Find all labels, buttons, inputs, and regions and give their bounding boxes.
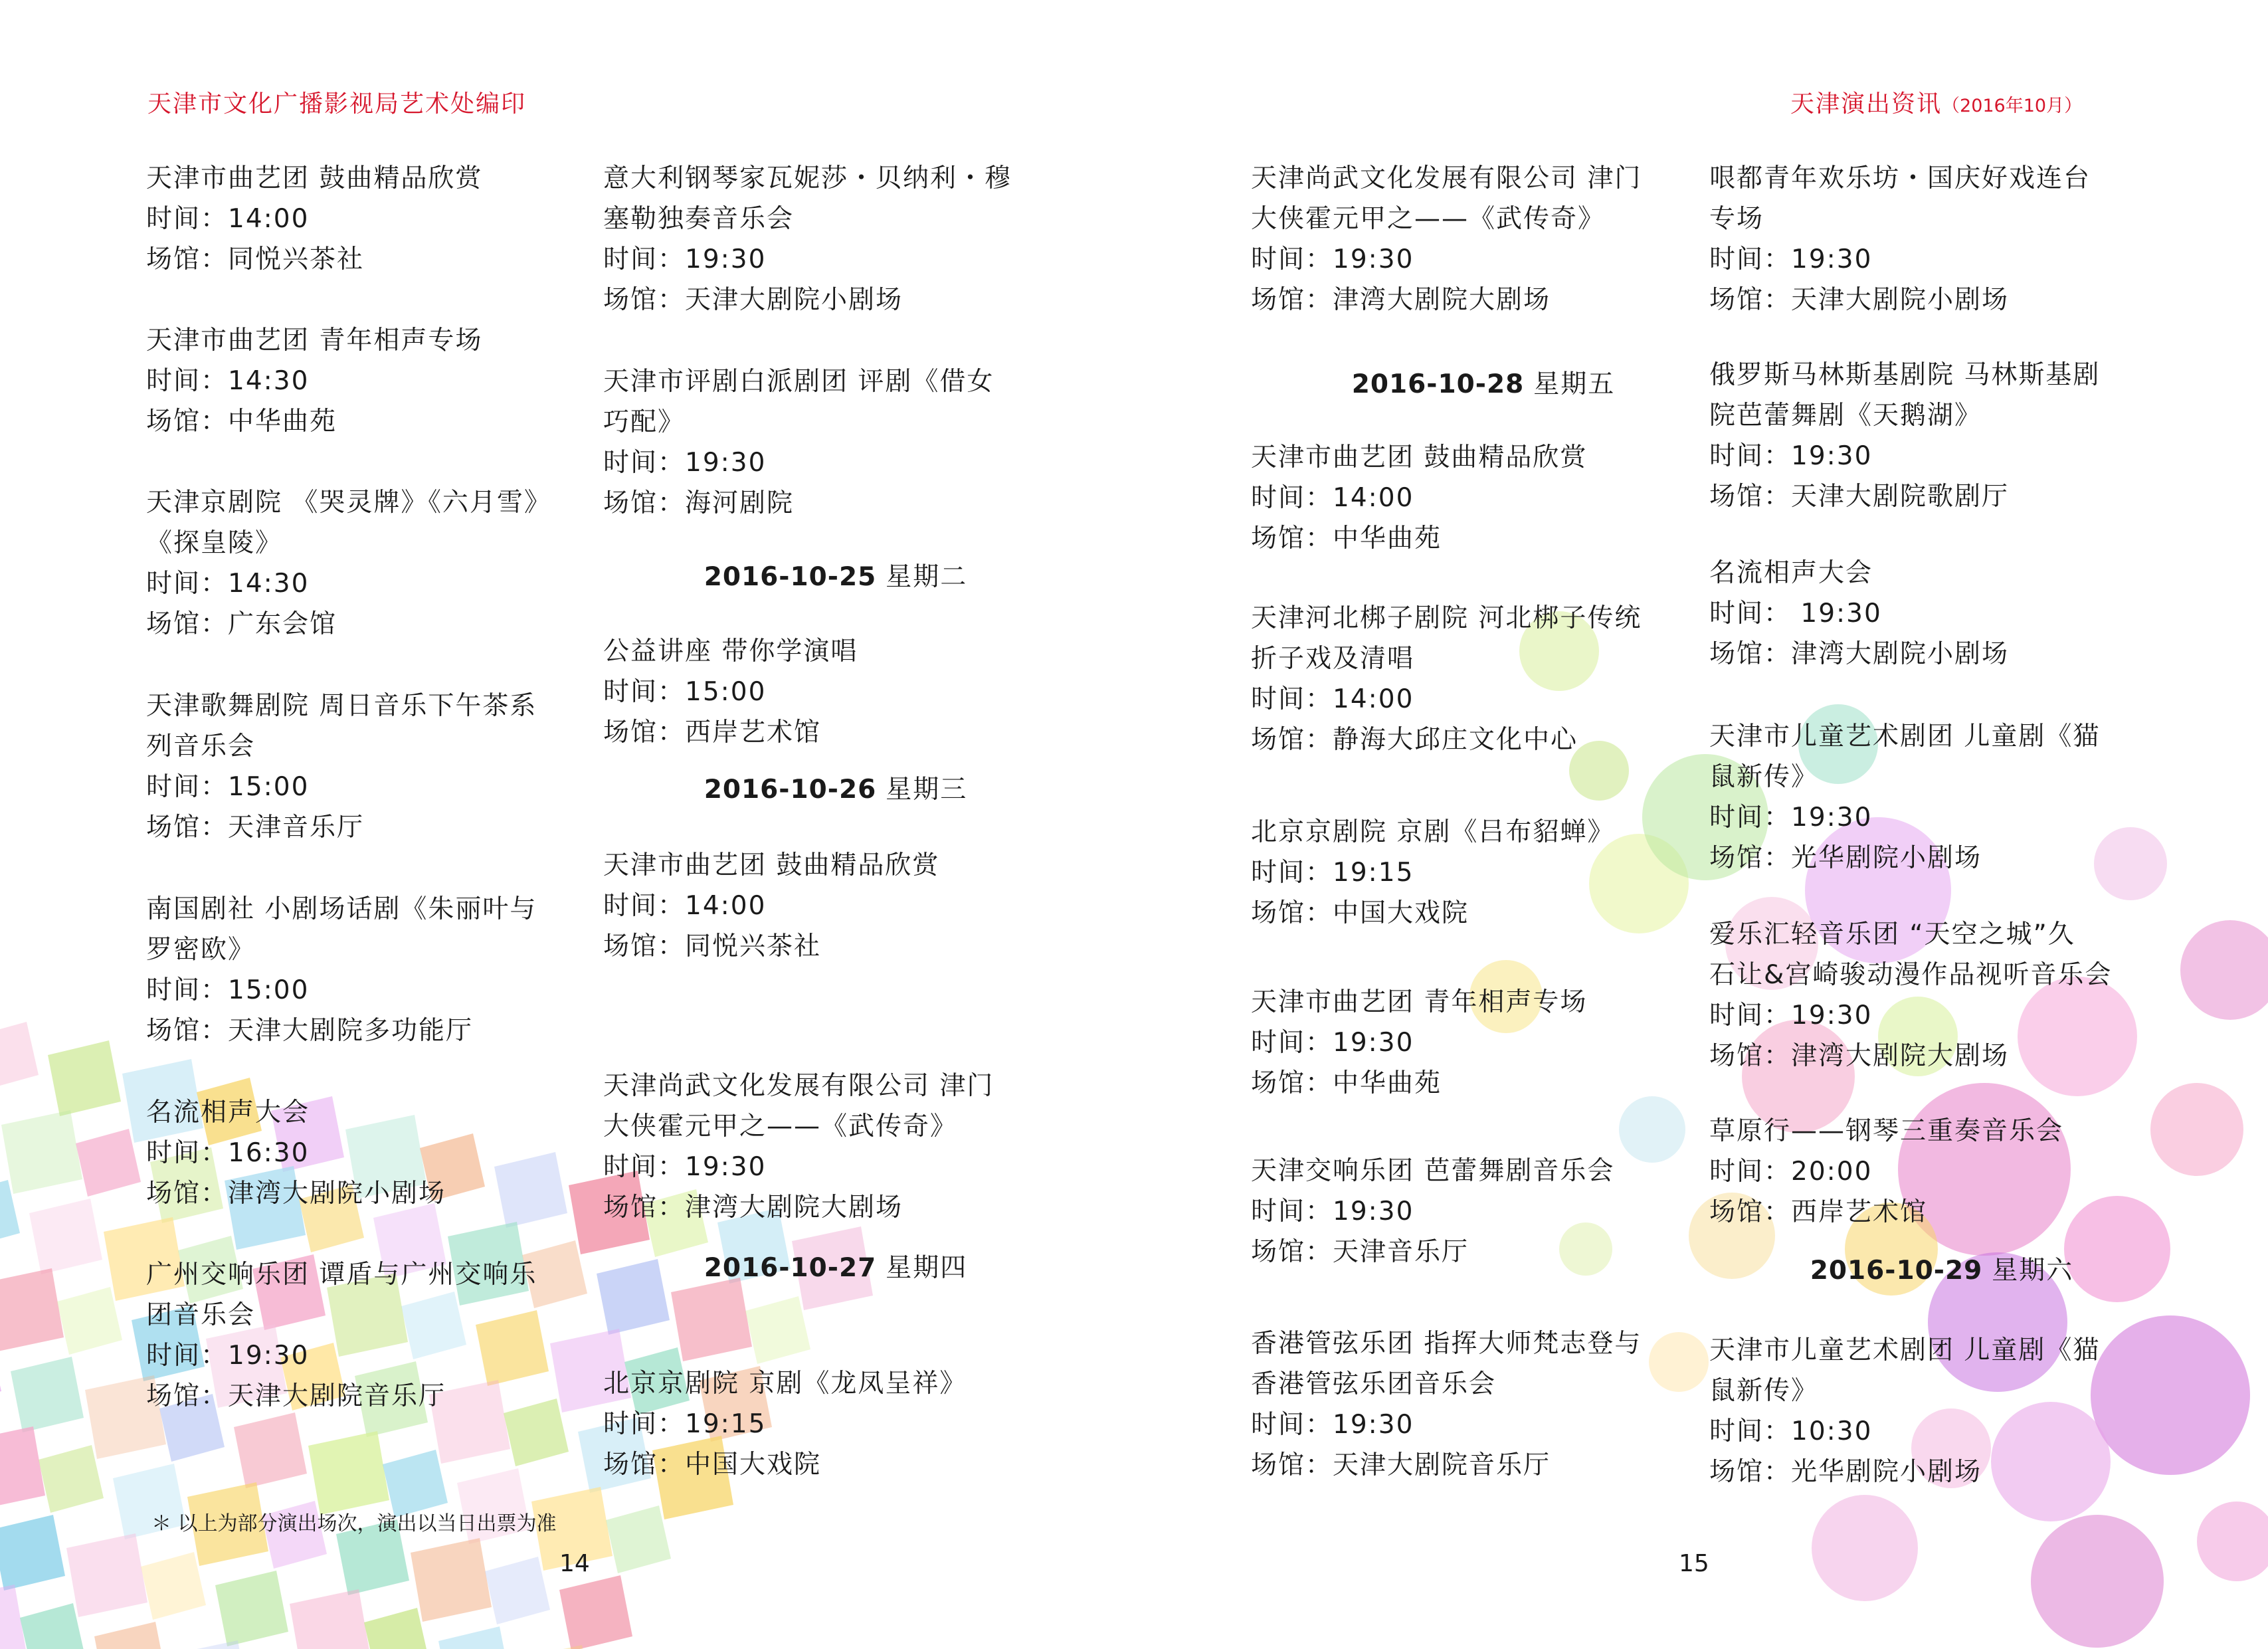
mosaic-tile bbox=[76, 1129, 141, 1197]
event-title: 塞勒独奏音乐会 bbox=[603, 204, 795, 234]
event-entry bbox=[1709, 553, 2174, 674]
event-entry bbox=[146, 1092, 611, 1214]
event-time: 时间：20:00 bbox=[1709, 1157, 1873, 1187]
event-time: 时间：14:30 bbox=[146, 366, 310, 396]
event-time: 时间：14:00 bbox=[1251, 684, 1414, 714]
event-venue: 场馆：中华曲苑 bbox=[1251, 1068, 1442, 1098]
event-venue: 场馆：津湾大剧院小剧场 bbox=[146, 1179, 446, 1209]
event-title: 公益讲座 带你学演唱 bbox=[603, 636, 858, 666]
mosaic-tile bbox=[0, 1022, 39, 1090]
event-title: 天津市曲艺团 鼓曲精品欣赏 bbox=[603, 850, 940, 880]
event-entry bbox=[603, 1363, 1068, 1485]
mosaic-tile bbox=[169, 1640, 250, 1649]
event-venue: 场馆：中国大戏院 bbox=[1251, 898, 1469, 928]
event-venue: 场馆：光华剧院小剧场 bbox=[1709, 1457, 1982, 1487]
event-title: 天津尚武文化发展有限公司 津门 bbox=[1251, 163, 1642, 193]
event-entry bbox=[1709, 1330, 2174, 1492]
event-title: 天津市曲艺团 青年相声专场 bbox=[1251, 987, 1588, 1017]
mosaic-tile bbox=[411, 1538, 492, 1622]
event-time: 时间：14:00 bbox=[603, 891, 767, 921]
mosaic-tile bbox=[745, 1296, 810, 1364]
event-venue: 场馆：津湾大剧院大剧场 bbox=[603, 1193, 903, 1222]
event-title: 鼠新传》 bbox=[1709, 762, 1819, 792]
event-entry bbox=[603, 1066, 1068, 1228]
event-venue: 场馆：中国大戏院 bbox=[603, 1450, 822, 1480]
event-venue: 场馆：西岸艺术馆 bbox=[603, 718, 822, 747]
event-title: 名流相声大会 bbox=[1709, 558, 1873, 588]
weekday-text: 星期二 bbox=[886, 562, 968, 592]
bubble bbox=[2197, 1502, 2268, 1581]
date-heading bbox=[1251, 364, 1716, 405]
event-title: 鼠新传》 bbox=[1709, 1376, 1819, 1406]
event-venue: 场馆：中华曲苑 bbox=[146, 407, 337, 436]
page-number-left: 14 bbox=[559, 1550, 590, 1577]
event-entry bbox=[1709, 914, 2174, 1076]
mosaic-tile bbox=[559, 1575, 632, 1649]
event-venue: 场馆：天津音乐厅 bbox=[1251, 1237, 1469, 1267]
footnote: ＊ 以上为部分演出场次，演出以当日出票为准 bbox=[151, 1512, 557, 1535]
event-title: 团音乐会 bbox=[146, 1300, 256, 1330]
event-entry bbox=[603, 631, 1068, 753]
event-entry bbox=[1251, 1323, 1716, 1486]
date-text: 2016-10-27 bbox=[704, 1253, 877, 1283]
event-title: 大侠霍元甲之——《武传奇》 bbox=[603, 1112, 958, 1141]
issue-date: （2016年10月） bbox=[1942, 96, 2083, 116]
event-entry bbox=[146, 686, 611, 848]
mosaic-tile bbox=[0, 1268, 64, 1352]
event-time: 时间：19:15 bbox=[1251, 858, 1414, 888]
event-time: 时间：19:30 bbox=[603, 448, 767, 478]
event-title: 广州交响乐团 谭盾与广州交响乐 bbox=[146, 1260, 537, 1290]
event-title: 草原行——钢琴三重奏音乐会 bbox=[1709, 1116, 2064, 1146]
magazine-title: 天津演出资讯 bbox=[1790, 90, 1942, 118]
event-entry bbox=[146, 158, 611, 280]
event-time: 时间：19:30 bbox=[603, 1152, 767, 1182]
event-venue: 场馆：广东会馆 bbox=[146, 609, 337, 639]
bubble bbox=[1812, 1495, 1918, 1601]
event-time: 时间：19:15 bbox=[603, 1409, 767, 1439]
mosaic-tile bbox=[0, 1426, 45, 1510]
mosaic-tile bbox=[215, 1571, 288, 1646]
event-time: 时间：15:00 bbox=[146, 772, 310, 802]
mosaic-tile bbox=[94, 1622, 167, 1649]
event-time: 时间：19:30 bbox=[1709, 441, 1873, 471]
date-heading bbox=[603, 557, 1068, 597]
event-title: 天津京剧院 《哭灵牌》《六月雪》 bbox=[146, 488, 551, 518]
event-time: 时间：19:30 bbox=[1709, 1001, 1873, 1030]
event-title: 香港管弦乐团音乐会 bbox=[1251, 1369, 1497, 1399]
mosaic-tile bbox=[671, 1278, 752, 1361]
mosaic-tile bbox=[39, 1445, 104, 1513]
mosaic-tile bbox=[0, 1515, 65, 1591]
event-venue: 场馆：天津大剧院音乐厅 bbox=[1251, 1450, 1551, 1480]
mosaic-tile bbox=[57, 1287, 122, 1355]
event-venue: 场馆：津湾大剧院大剧场 bbox=[1251, 285, 1551, 315]
mosaic-tile bbox=[20, 1603, 85, 1649]
event-venue: 场馆：天津大剧院音乐厅 bbox=[146, 1381, 446, 1411]
mosaic-tile bbox=[66, 1533, 147, 1617]
event-time: 时间：19:30 bbox=[1251, 1410, 1414, 1440]
event-venue: 场馆：静海大邱庄文化中心 bbox=[1251, 725, 1578, 755]
event-title: 北京京剧院 京剧《龙凤呈祥》 bbox=[603, 1369, 967, 1399]
right-page bbox=[1134, 0, 2268, 1649]
event-venue: 场馆：天津大剧院歌剧厅 bbox=[1709, 482, 2010, 512]
event-time: 时间：19:30 bbox=[1709, 803, 1873, 832]
event-title: 哏都青年欢乐坊・国庆好戏连台 bbox=[1709, 163, 2091, 193]
event-entry bbox=[603, 158, 1068, 320]
event-time: 时间：15:00 bbox=[146, 975, 310, 1005]
event-venue: 场馆：天津大剧院小剧场 bbox=[1709, 285, 2010, 315]
event-title: 折子戏及清唱 bbox=[1251, 644, 1415, 674]
weekday-text: 星期四 bbox=[886, 1253, 968, 1283]
mosaic-tile bbox=[513, 1645, 594, 1649]
event-venue: 场馆：津湾大剧院小剧场 bbox=[1709, 639, 2010, 669]
event-entry bbox=[146, 482, 611, 644]
bubble bbox=[2031, 1515, 2164, 1648]
mosaic-tile bbox=[290, 1589, 371, 1649]
event-title: 院芭蕾舞剧《天鹅湖》 bbox=[1709, 401, 1982, 431]
mosaic-tile bbox=[48, 1040, 121, 1116]
mosaic-tile bbox=[29, 1199, 102, 1274]
event-title: 天津市曲艺团 鼓曲精品欣赏 bbox=[146, 163, 483, 193]
event-entry bbox=[1709, 716, 2174, 878]
publisher-header: 天津市文化广播影视局艺术处编印 bbox=[147, 90, 527, 118]
event-entry bbox=[603, 361, 1068, 524]
event-title: 大侠霍元甲之——《武传奇》 bbox=[1251, 204, 1606, 234]
mosaic-tile bbox=[308, 1431, 389, 1515]
event-title: 天津市曲艺团 青年相声专场 bbox=[146, 326, 483, 355]
page-number-right: 15 bbox=[1679, 1550, 1709, 1577]
event-time: 时间：14:00 bbox=[146, 204, 310, 234]
event-time: 时间：19:30 bbox=[603, 244, 767, 274]
event-title: 香港管弦乐团 指挥大师梵志登与 bbox=[1251, 1329, 1642, 1359]
event-title: 天津市曲艺团 鼓曲精品欣赏 bbox=[1251, 442, 1588, 472]
event-time: 时间： 19:30 bbox=[1709, 599, 1882, 629]
event-title: 名流相声大会 bbox=[146, 1098, 310, 1127]
event-entry bbox=[1251, 598, 1716, 760]
event-entry bbox=[1251, 982, 1716, 1104]
event-title: 南国剧社 小剧场话剧《朱丽叶与 bbox=[146, 894, 537, 924]
event-title: 巧配》 bbox=[603, 407, 686, 437]
event-entry bbox=[146, 889, 611, 1051]
event-title: 天津河北梆子剧院 河北梆子传统 bbox=[1251, 603, 1642, 633]
weekday-text: 星期三 bbox=[886, 775, 968, 805]
event-time: 时间：14:30 bbox=[146, 569, 310, 599]
event-title: 爱乐汇轻音乐团 “天空之城”久 bbox=[1709, 920, 2075, 949]
event-venue: 场馆：中华曲苑 bbox=[1251, 524, 1442, 553]
mosaic-tile bbox=[0, 1585, 27, 1649]
event-title: 天津尚武文化发展有限公司 津门 bbox=[603, 1071, 994, 1101]
event-title: 北京京剧院 京剧《吕布貂蝉》 bbox=[1251, 817, 1615, 847]
mosaic-tile bbox=[11, 1357, 84, 1432]
event-title: 天津歌舞剧院 周日音乐下午茶系 bbox=[146, 691, 537, 721]
date-heading bbox=[603, 1248, 1068, 1288]
event-entry bbox=[1709, 158, 2174, 320]
date-text: 2016-10-25 bbox=[704, 562, 877, 592]
event-entry bbox=[1709, 355, 2174, 517]
weekday-text: 星期六 bbox=[1992, 1256, 2074, 1286]
event-venue: 场馆：海河剧院 bbox=[603, 488, 795, 518]
event-title: 列音乐会 bbox=[146, 731, 256, 761]
event-entry bbox=[1251, 437, 1716, 559]
event-title: 罗密欧》 bbox=[146, 935, 256, 965]
event-title: 专场 bbox=[1709, 204, 1764, 234]
event-title: 《探皇陵》 bbox=[146, 528, 283, 558]
event-time: 时间：19:30 bbox=[146, 1341, 310, 1371]
event-title: 天津市儿童艺术剧团 儿童剧《猫 bbox=[1709, 722, 2101, 751]
event-entry bbox=[603, 845, 1068, 967]
magazine-header bbox=[1790, 85, 2082, 119]
event-venue: 场馆：同悦兴茶社 bbox=[146, 244, 365, 274]
event-time: 时间：10:30 bbox=[1709, 1416, 1873, 1446]
bubble bbox=[2180, 920, 2268, 1020]
date-text: 2016-10-28 bbox=[1351, 369, 1525, 399]
event-time: 时间：19:30 bbox=[1709, 244, 1873, 274]
mosaic-tile bbox=[141, 1552, 206, 1620]
event-venue: 场馆：天津音乐厅 bbox=[146, 813, 365, 842]
date-heading bbox=[603, 769, 1068, 810]
mosaic-tile bbox=[438, 1626, 512, 1649]
event-title: 天津交响乐团 芭蕾舞剧音乐会 bbox=[1251, 1156, 1615, 1186]
event-time: 时间：19:30 bbox=[1251, 1028, 1414, 1058]
event-time: 时间：19:30 bbox=[1251, 244, 1414, 274]
mosaic-tile bbox=[485, 1557, 550, 1624]
mosaic-tile bbox=[234, 1412, 307, 1488]
event-title: 天津市评剧白派剧团 评剧《借女 bbox=[603, 367, 994, 397]
mosaic-tile bbox=[364, 1608, 429, 1649]
event-venue: 场馆：天津大剧院小剧场 bbox=[603, 285, 903, 315]
event-venue: 场馆：光华剧院小剧场 bbox=[1709, 843, 1982, 873]
event-title: 意大利钢琴家瓦妮莎・贝纳利・穆 bbox=[603, 163, 1012, 193]
date-heading bbox=[1709, 1250, 2174, 1291]
event-time: 时间：15:00 bbox=[603, 677, 767, 707]
weekday-text: 星期五 bbox=[1533, 369, 1616, 399]
event-entry bbox=[1251, 158, 1716, 320]
event-venue: 场馆：津湾大剧院大剧场 bbox=[1709, 1041, 2010, 1071]
event-entry bbox=[1709, 1111, 2174, 1232]
event-venue: 场馆：同悦兴茶社 bbox=[603, 931, 822, 961]
event-title: 天津市儿童艺术剧团 儿童剧《猫 bbox=[1709, 1335, 2101, 1365]
event-time: 时间：16:30 bbox=[146, 1138, 310, 1168]
event-entry bbox=[1251, 1151, 1716, 1272]
event-entry bbox=[1251, 812, 1716, 933]
date-text: 2016-10-29 bbox=[1810, 1256, 1983, 1286]
event-venue: 场馆：西岸艺术馆 bbox=[1709, 1197, 1928, 1227]
event-title: 俄罗斯马林斯基剧院 马林斯基剧 bbox=[1709, 360, 2101, 390]
mosaic-tile bbox=[606, 1505, 671, 1573]
mosaic-tile bbox=[1, 1110, 82, 1194]
event-time: 时间：19:30 bbox=[1251, 1197, 1414, 1226]
date-text: 2016-10-26 bbox=[704, 775, 877, 805]
event-entry bbox=[146, 320, 611, 442]
event-venue: 场馆：天津大剧院多功能厅 bbox=[146, 1016, 474, 1046]
event-time: 时间：14:00 bbox=[1251, 483, 1414, 513]
event-title: 石让&宫崎骏动漫作品视听音乐会 bbox=[1709, 960, 2113, 990]
event-entry bbox=[146, 1254, 611, 1416]
